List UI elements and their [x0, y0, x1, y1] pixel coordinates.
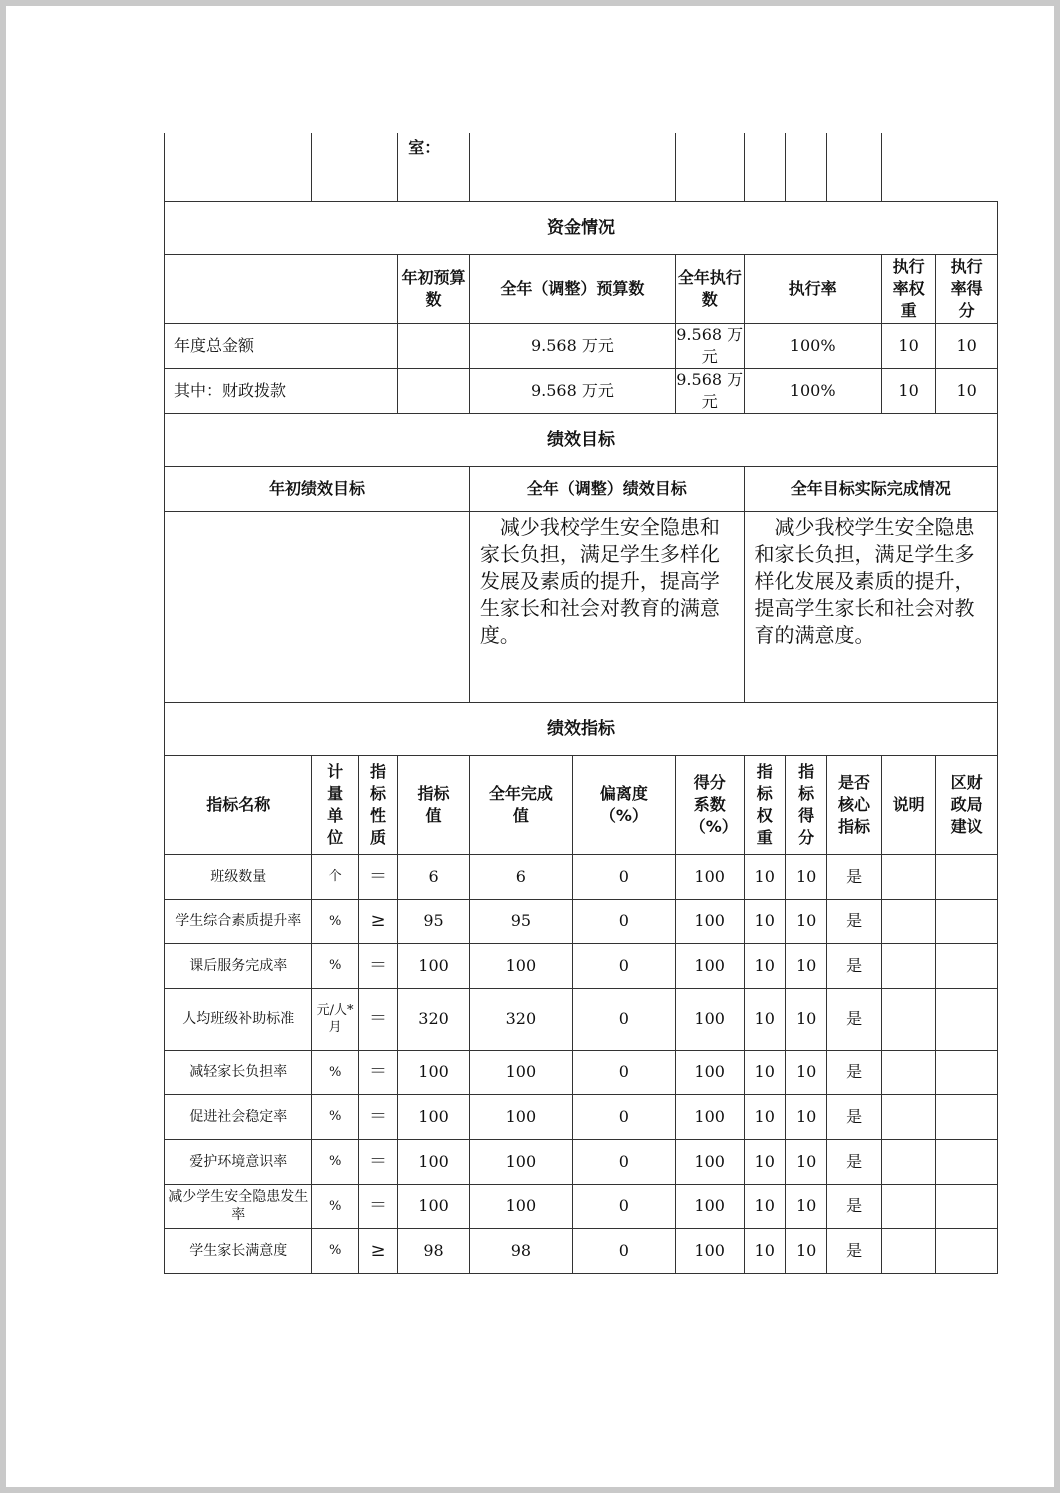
cont-cell-5 — [675, 133, 744, 201]
indicator-core-cell: 是 — [827, 1184, 882, 1228]
indicator-value-cell: 6 — [398, 854, 470, 899]
indicator-coef-cell: 100 — [675, 1050, 744, 1094]
indicator-coef-cell: 100 — [675, 1139, 744, 1184]
continuation-row — [165, 133, 998, 201]
indicator-score-cell: 10 — [785, 854, 826, 899]
indicator-value-cell: 95 — [398, 899, 470, 943]
funding-adjusted: 9.568 万元 — [469, 368, 675, 413]
indicator-nature-cell: ＝ — [358, 854, 397, 899]
indicator-coef-cell: 100 — [675, 1094, 744, 1139]
indicator-deviation-cell: 0 — [572, 988, 675, 1050]
indicator-weight-cell: 10 — [744, 1050, 785, 1094]
goals-header-initial: 年初绩效目标 — [165, 466, 470, 511]
indicator-score-cell: 10 — [785, 1184, 826, 1228]
indicator-row — [165, 1094, 998, 1139]
indicator-advice-cell — [936, 899, 998, 943]
indicator-coef-cell: 100 — [675, 943, 744, 988]
indicator-nature-cell: ＝ — [358, 1050, 397, 1094]
funding-rate: 100% — [744, 368, 881, 413]
goals-content-row — [165, 511, 998, 702]
indicator-weight-cell: 10 — [744, 1228, 785, 1273]
indicator-completed-cell: 320 — [469, 988, 572, 1050]
indicator-name-cell: 课后服务完成率 — [165, 943, 312, 988]
indicator-core-cell: 是 — [827, 988, 882, 1050]
indicator-core-cell: 是 — [827, 943, 882, 988]
indicator-note-cell — [881, 1228, 936, 1273]
indicator-row — [165, 899, 998, 943]
indicators-header-row — [165, 755, 998, 854]
indicator-nature-cell: ≥ — [358, 899, 397, 943]
indicator-deviation-cell: 0 — [572, 1094, 675, 1139]
indicator-advice-cell — [936, 988, 998, 1050]
funding-adjusted: 9.568 万元 — [469, 323, 675, 368]
indicator-note-cell — [881, 899, 936, 943]
indicator-completed-cell: 100 — [469, 1094, 572, 1139]
indicator-nature-cell: ≥ — [358, 1228, 397, 1273]
indicator-name-cell: 班级数量 — [165, 854, 312, 899]
indicator-name-cell: 减少学生安全隐患发生率 — [165, 1184, 312, 1228]
goal-actual-text: 减少我校学生安全隐患和家长负担，满足学生多样化发展及素质的提升，提高学生家长和社会对教育的满意度。 — [744, 511, 997, 702]
cont-cell-7 — [785, 133, 826, 201]
indicator-value-cell: 100 — [398, 1139, 470, 1184]
indicator-value-cell: 100 — [398, 1094, 470, 1139]
indicator-deviation-cell: 0 — [572, 1184, 675, 1228]
indicator-value-cell: 100 — [398, 1050, 470, 1094]
indicator-row — [165, 988, 998, 1050]
indicator-row — [165, 943, 998, 988]
cont-cell-6 — [744, 133, 785, 201]
indicator-weight-cell: 10 — [744, 1184, 785, 1228]
indicator-unit-cell: % — [312, 899, 358, 943]
header-initial-budget: 年初预算数 — [398, 254, 470, 323]
indicator-weight-cell: 10 — [744, 988, 785, 1050]
cont-cell-8 — [827, 133, 882, 201]
indicator-nature-cell: ＝ — [358, 988, 397, 1050]
ind-header-weight: 指标权重 — [744, 755, 785, 854]
goal-adjusted-text: 减少我校学生安全隐患和家长负担，满足学生多样化发展及素质的提升，提高学生家长和社会对教育的满意度。 — [469, 511, 744, 702]
indicator-score-cell: 10 — [785, 1050, 826, 1094]
indicator-coef-cell: 100 — [675, 854, 744, 899]
indicator-completed-cell: 100 — [469, 1139, 572, 1184]
indicator-advice-cell — [936, 1184, 998, 1228]
goals-header-actual: 全年目标实际完成情况 — [744, 466, 997, 511]
indicator-unit-cell: 个 — [312, 854, 358, 899]
indicator-row — [165, 854, 998, 899]
indicators-section-title: 绩效指标 — [165, 702, 998, 755]
indicator-advice-cell — [936, 854, 998, 899]
indicator-completed-cell: 98 — [469, 1228, 572, 1273]
goals-section-title: 绩效目标 — [165, 413, 998, 466]
indicator-deviation-cell: 0 — [572, 943, 675, 988]
funding-rate: 100% — [744, 323, 881, 368]
ind-header-value: 指标值 — [398, 755, 470, 854]
indicator-completed-cell: 100 — [469, 1184, 572, 1228]
funding-header-blank — [165, 254, 398, 323]
cont-cell-1 — [165, 133, 312, 201]
indicator-row — [165, 1139, 998, 1184]
indicator-deviation-cell: 0 — [572, 854, 675, 899]
indicator-note-cell — [881, 1139, 936, 1184]
indicator-name-cell: 减轻家长负担率 — [165, 1050, 312, 1094]
indicator-deviation-cell: 0 — [572, 1139, 675, 1184]
indicator-unit-cell: % — [312, 1094, 358, 1139]
indicator-note-cell — [881, 1184, 936, 1228]
indicator-deviation-cell: 0 — [572, 1228, 675, 1273]
indicator-row — [165, 1050, 998, 1094]
indicator-value-cell: 320 — [398, 988, 470, 1050]
indicator-unit-cell: % — [312, 943, 358, 988]
indicator-advice-cell — [936, 1050, 998, 1094]
indicator-weight-cell: 10 — [744, 854, 785, 899]
indicator-completed-cell: 95 — [469, 899, 572, 943]
funding-row-name: 其中：财政拨款 — [165, 368, 398, 413]
indicator-core-cell: 是 — [827, 1228, 882, 1273]
indicator-completed-cell: 100 — [469, 943, 572, 988]
ind-header-note: 说明 — [881, 755, 936, 854]
indicators-section-row — [165, 702, 998, 755]
header-executed: 全年执行数 — [675, 254, 744, 323]
funding-row-fiscal — [165, 368, 998, 413]
indicator-value-cell: 100 — [398, 943, 470, 988]
indicator-nature-cell: ＝ — [358, 1139, 397, 1184]
funding-score: 10 — [936, 368, 998, 413]
indicator-completed-cell: 6 — [469, 854, 572, 899]
indicator-value-cell: 98 — [398, 1228, 470, 1273]
indicator-score-cell: 10 — [785, 943, 826, 988]
indicator-weight-cell: 10 — [744, 899, 785, 943]
indicator-name-cell: 学生家长满意度 — [165, 1228, 312, 1273]
funding-initial — [398, 323, 470, 368]
ind-header-name: 指标名称 — [165, 755, 312, 854]
funding-row-name: 年度总金额 — [165, 323, 398, 368]
indicator-nature-cell: ＝ — [358, 943, 397, 988]
indicator-unit-cell: % — [312, 1050, 358, 1094]
header-exec-weight: 执行率权重 — [881, 254, 936, 323]
ind-header-deviation: 偏离度（%） — [572, 755, 675, 854]
indicator-unit-cell: 元/人*月 — [312, 988, 358, 1050]
goal-initial-text — [165, 511, 470, 702]
indicator-note-cell — [881, 943, 936, 988]
indicator-coef-cell: 100 — [675, 899, 744, 943]
indicator-row — [165, 1184, 998, 1228]
funding-weight: 10 — [881, 368, 936, 413]
indicator-name-cell: 人均班级补助标准 — [165, 988, 312, 1050]
funding-weight: 10 — [881, 323, 936, 368]
document-page — [6, 6, 1054, 1487]
indicator-core-cell: 是 — [827, 1094, 882, 1139]
header-adjusted-budget: 全年（调整）预算数 — [469, 254, 675, 323]
funding-executed: 9.568 万元 — [675, 323, 744, 368]
indicator-nature-cell: ＝ — [358, 1184, 397, 1228]
room-label: 室： — [398, 133, 470, 201]
indicator-note-cell — [881, 1094, 936, 1139]
goals-header-adjusted: 全年（调整）绩效目标 — [469, 466, 744, 511]
indicator-unit-cell: % — [312, 1184, 358, 1228]
indicator-completed-cell: 100 — [469, 1050, 572, 1094]
header-exec-score: 执行率得分 — [936, 254, 998, 323]
indicator-core-cell: 是 — [827, 1139, 882, 1184]
funding-section-row — [165, 201, 998, 254]
indicator-coef-cell: 100 — [675, 988, 744, 1050]
header-exec-rate: 执行率 — [744, 254, 881, 323]
funding-section-title: 资金情况 — [165, 201, 998, 254]
funding-row-total — [165, 323, 998, 368]
indicator-weight-cell: 10 — [744, 1139, 785, 1184]
funding-executed: 9.568 万元 — [675, 368, 744, 413]
indicator-advice-cell — [936, 1228, 998, 1273]
ind-header-nature: 指标性质 — [358, 755, 397, 854]
indicator-name-cell: 学生综合素质提升率 — [165, 899, 312, 943]
indicator-name-cell: 爱护环境意识率 — [165, 1139, 312, 1184]
indicator-unit-cell: % — [312, 1228, 358, 1273]
goals-section-row — [165, 413, 998, 466]
ind-header-advice: 区财政局建议 — [936, 755, 998, 854]
ind-header-unit: 计量单位 — [312, 755, 358, 854]
indicator-deviation-cell: 0 — [572, 1050, 675, 1094]
cont-cell-2 — [312, 133, 398, 201]
indicator-note-cell — [881, 854, 936, 899]
indicator-deviation-cell: 0 — [572, 899, 675, 943]
indicator-score-cell: 10 — [785, 1094, 826, 1139]
indicator-nature-cell: ＝ — [358, 1094, 397, 1139]
ind-header-completed: 全年完成值 — [469, 755, 572, 854]
indicator-weight-cell: 10 — [744, 943, 785, 988]
performance-table — [164, 133, 998, 1274]
indicator-coef-cell: 100 — [675, 1184, 744, 1228]
indicator-advice-cell — [936, 943, 998, 988]
indicator-value-cell: 100 — [398, 1184, 470, 1228]
indicator-coef-cell: 100 — [675, 1228, 744, 1273]
indicator-score-cell: 10 — [785, 988, 826, 1050]
funding-header-row — [165, 254, 998, 323]
goals-header-row — [165, 466, 998, 511]
indicator-core-cell: 是 — [827, 854, 882, 899]
ind-header-core: 是否核心指标 — [827, 755, 882, 854]
indicator-rows — [165, 854, 998, 1273]
indicator-name-cell: 促进社会稳定率 — [165, 1094, 312, 1139]
indicator-score-cell: 10 — [785, 899, 826, 943]
indicator-advice-cell — [936, 1094, 998, 1139]
indicator-row — [165, 1228, 998, 1273]
indicator-note-cell — [881, 988, 936, 1050]
indicator-core-cell: 是 — [827, 899, 882, 943]
ind-header-coef: 得分系数（%） — [675, 755, 744, 854]
indicator-score-cell: 10 — [785, 1139, 826, 1184]
ind-header-score: 指标得分 — [785, 755, 826, 854]
indicator-weight-cell: 10 — [744, 1094, 785, 1139]
funding-score: 10 — [936, 323, 998, 368]
indicator-score-cell: 10 — [785, 1228, 826, 1273]
indicator-note-cell — [881, 1050, 936, 1094]
funding-initial — [398, 368, 470, 413]
indicator-unit-cell: % — [312, 1139, 358, 1184]
cont-cell-4 — [469, 133, 675, 201]
indicator-advice-cell — [936, 1139, 998, 1184]
indicator-core-cell: 是 — [827, 1050, 882, 1094]
